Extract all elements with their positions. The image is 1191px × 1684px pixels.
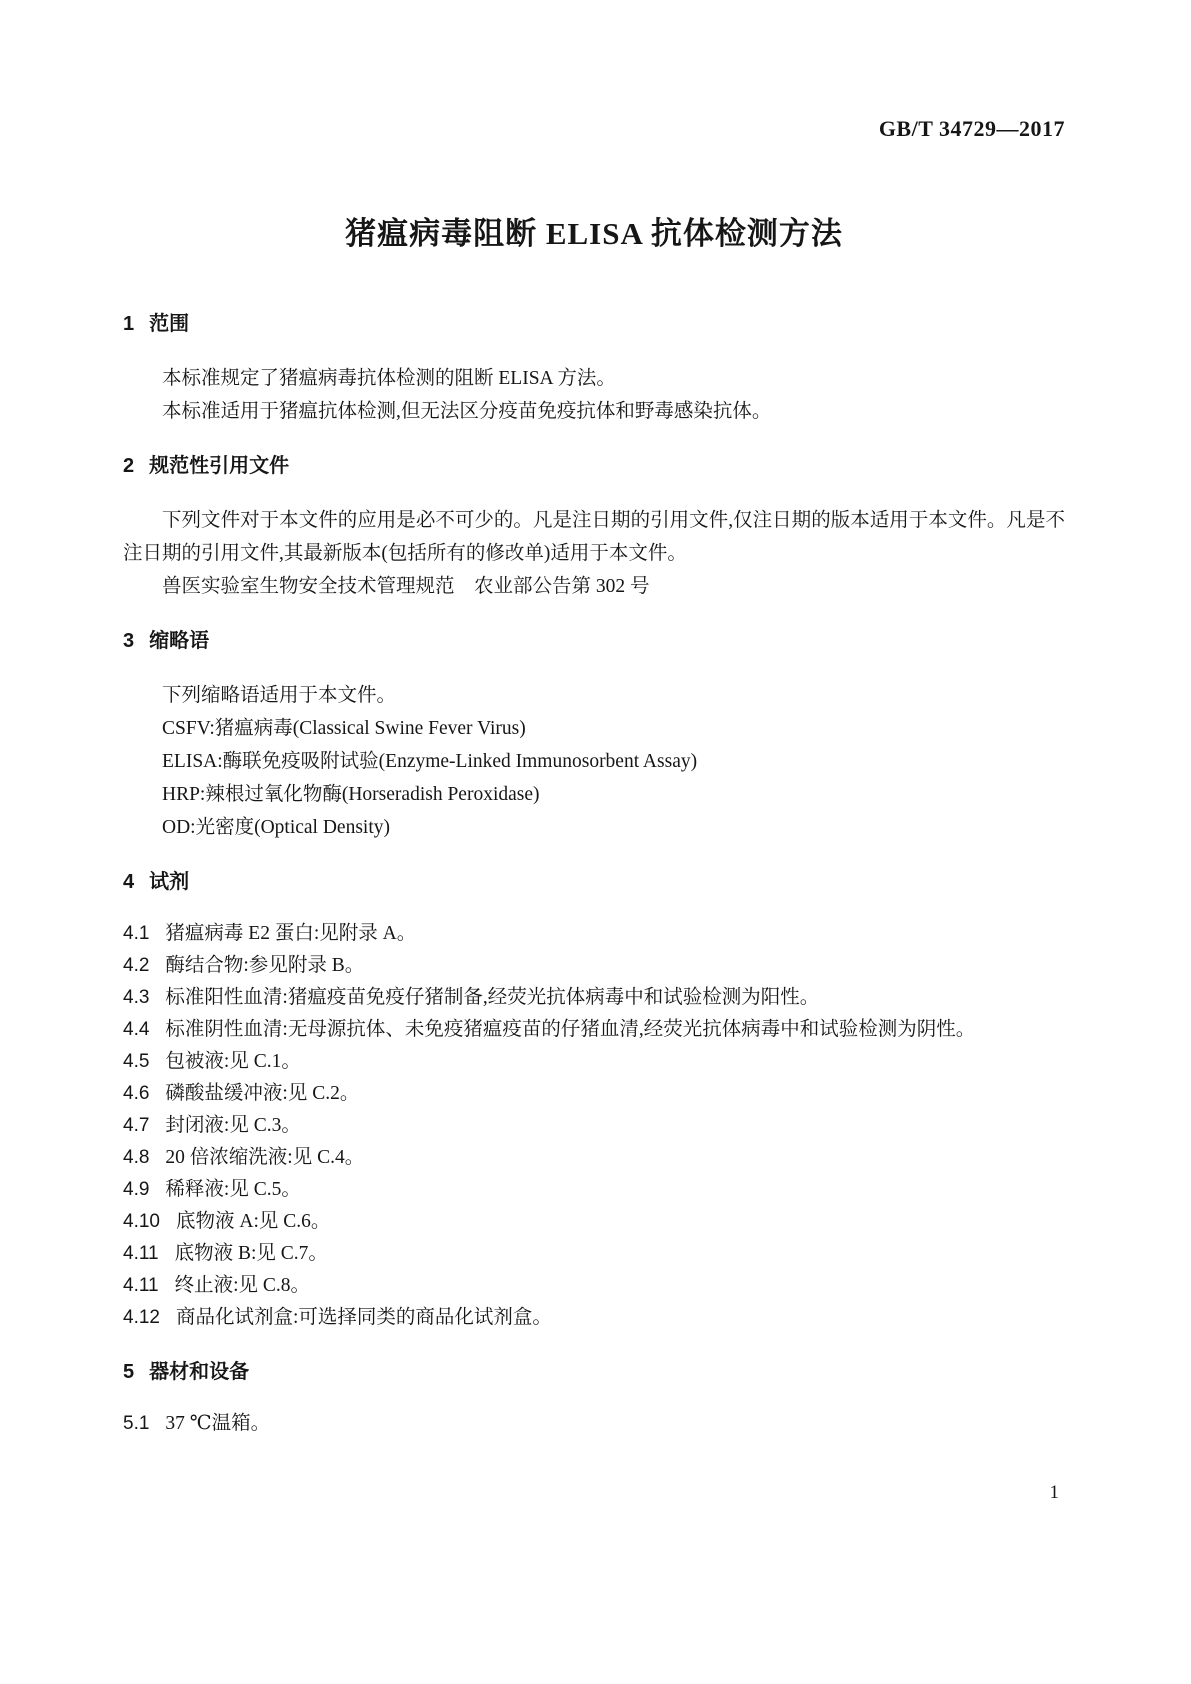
clause-number: 4.8 <box>123 1147 150 1168</box>
clause-text: 底物液 A:见 C.6。 <box>175 1211 331 1232</box>
section-title: 缩略语 <box>149 630 210 652</box>
clause-text: 标准阳性血清:猪瘟疫苗免疫仔猪制备,经荧光抗体病毒中和试验检测为阳性。 <box>165 987 820 1008</box>
clause-item <box>123 1110 1065 1142</box>
standard-number: GB/T 34729—2017 <box>878 116 1065 141</box>
section-2-body <box>123 504 1065 603</box>
clause-item <box>123 1174 1065 1206</box>
document-title: 猪瘟病毒阻断 ELISA 抗体检测方法 <box>345 216 843 251</box>
clause-text: 酶结合物:参见附录 B。 <box>165 955 365 976</box>
clause-item <box>123 918 1065 950</box>
clause-number: 4.11 <box>123 1275 159 1296</box>
clause-item <box>123 1302 1065 1334</box>
section-5-body <box>123 1408 1065 1440</box>
clause-number: 4.12 <box>123 1307 160 1328</box>
section-4-body <box>123 918 1065 1334</box>
section-equipment <box>123 1360 1065 1440</box>
section-number: 2 <box>123 455 135 477</box>
section-reagents <box>123 870 1065 1334</box>
section-title: 范围 <box>149 313 190 335</box>
clause-text: 商品化试剂盒:可选择同类的商品化试剂盒。 <box>175 1307 552 1328</box>
section-1-heading <box>123 312 1065 336</box>
paragraph: 兽医实验室生物安全技术管理规范 农业部公告第 302 号 <box>162 576 650 597</box>
abbreviation-line: HRP:辣根过氧化物酶(Horseradish Peroxidase) <box>162 784 540 805</box>
clause-item <box>123 1142 1065 1174</box>
clause-text: 包被液:见 C.1。 <box>165 1051 301 1072</box>
clause-number: 5.1 <box>123 1413 150 1434</box>
section-abbreviations <box>123 629 1065 844</box>
section-2-heading <box>123 454 1065 478</box>
paragraph: 下列文件对于本文件的应用是必不可少的。凡是注日期的引用文件,仅注日期的版本适用于本文件。凡是不注日期的引用文件,其最新版本(包括所有的修改单)适用于本文件。 <box>123 510 1065 564</box>
section-normative-references <box>123 454 1065 603</box>
clause-item <box>123 1206 1065 1238</box>
section-number: 1 <box>123 313 135 335</box>
clause-number: 4.11 <box>123 1243 159 1264</box>
section-3-body <box>123 679 1065 844</box>
clause-item <box>123 1238 1065 1270</box>
page-number: 1 <box>1049 1482 1059 1503</box>
clause-item <box>123 1078 1065 1110</box>
section-number: 4 <box>123 871 135 893</box>
clause-number: 4.1 <box>123 923 150 944</box>
clause-item <box>123 982 1065 1014</box>
clause-number: 4.4 <box>123 1019 150 1040</box>
paragraph: 本标准适用于猪瘟抗体检测,但无法区分疫苗免疫抗体和野毒感染抗体。 <box>162 401 772 422</box>
clause-number: 4.10 <box>123 1211 160 1232</box>
clause-text: 磷酸盐缓冲液:见 C.2。 <box>165 1083 360 1104</box>
clause-text: 37 ℃温箱。 <box>165 1413 271 1434</box>
clause-number: 4.6 <box>123 1083 150 1104</box>
clause-text: 标准阴性血清:无母源抗体、未免疫猪瘟疫苗的仔猪血清,经荧光抗体病毒中和试验检测为阴性。 <box>165 1019 976 1040</box>
clause-number: 4.7 <box>123 1115 150 1136</box>
clause-number: 4.9 <box>123 1179 150 1200</box>
clause-item <box>123 1046 1065 1078</box>
abbreviation-line: CSFV:猪瘟病毒(Classical Swine Fever Virus) <box>162 718 526 739</box>
clause-text: 稀释液:见 C.5。 <box>165 1179 301 1200</box>
abbreviation-line: OD:光密度(Optical Density) <box>162 817 391 838</box>
section-4-heading <box>123 870 1065 894</box>
section-number: 5 <box>123 1361 135 1383</box>
clause-text: 封闭液:见 C.3。 <box>165 1115 301 1136</box>
clause-number: 4.5 <box>123 1051 150 1072</box>
clause-number: 4.3 <box>123 987 150 1008</box>
clause-text: 底物液 B:见 C.7。 <box>174 1243 328 1264</box>
abbreviation-line: ELISA:酶联免疫吸附试验(Enzyme-Linked Immunosorbent Assay) <box>162 751 698 772</box>
abbreviations-intro: 下列缩略语适用于本文件。 <box>162 685 397 706</box>
clause-item <box>123 950 1065 982</box>
clause-item <box>123 1014 1065 1046</box>
clause-text: 20 倍浓缩洗液:见 C.4。 <box>165 1147 365 1168</box>
paragraph: 本标准规定了猪瘟病毒抗体检测的阻断 ELISA 方法。 <box>162 368 616 389</box>
section-1-body <box>123 362 1065 428</box>
section-title: 试剂 <box>149 871 190 893</box>
clause-text: 猪瘟病毒 E2 蛋白:见附录 A。 <box>165 923 417 944</box>
clause-item <box>123 1270 1065 1302</box>
clause-text: 终止液:见 C.8。 <box>174 1275 311 1296</box>
section-5-heading <box>123 1360 1065 1384</box>
section-scope <box>123 312 1065 428</box>
section-title: 器材和设备 <box>149 1361 250 1383</box>
section-3-heading <box>123 629 1065 653</box>
section-number: 3 <box>123 630 135 652</box>
section-title: 规范性引用文件 <box>149 455 290 477</box>
clause-number: 4.2 <box>123 955 150 976</box>
clause-item <box>123 1408 1065 1440</box>
